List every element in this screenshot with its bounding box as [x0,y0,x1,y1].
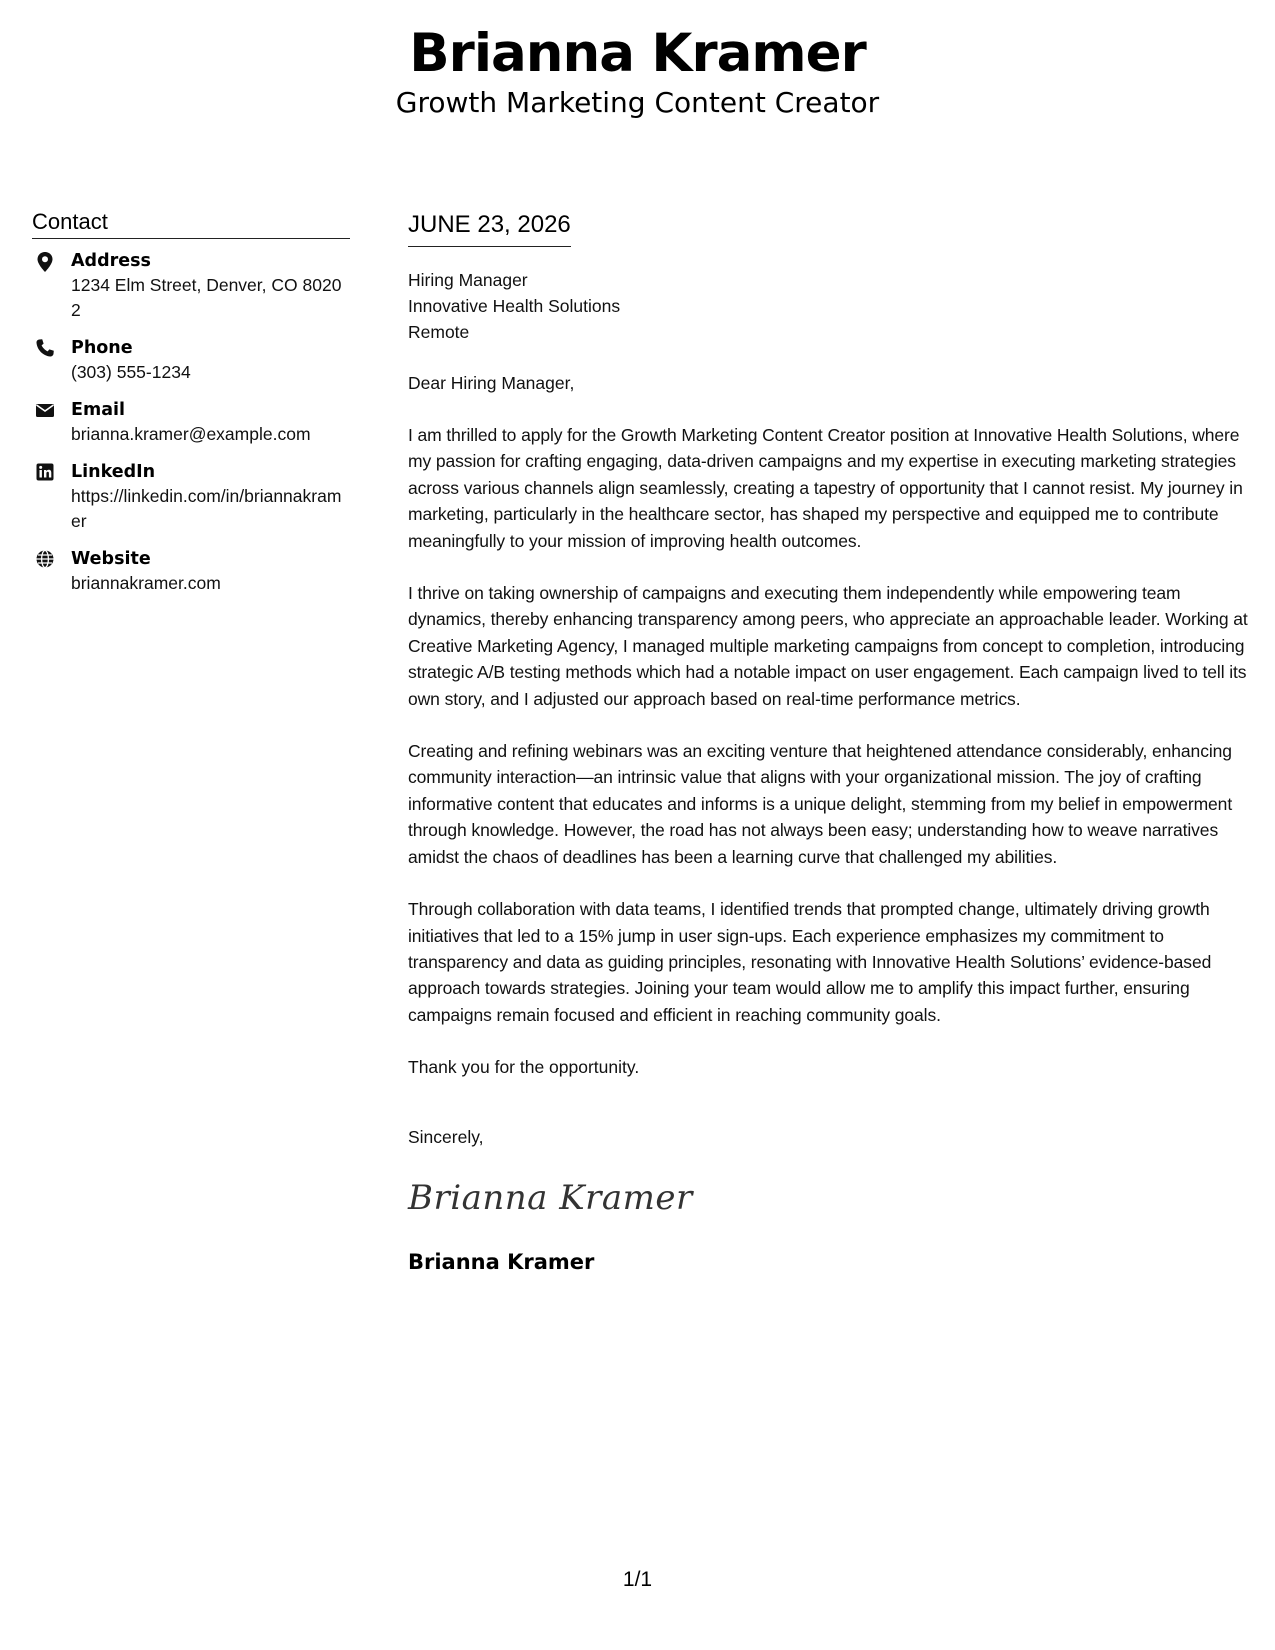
contact-value-email[interactable]: brianna.kramer@example.com [71,424,311,444]
salutation: Dear Hiring Manager, [408,373,575,393]
contact-value-linkedin[interactable]: https://linkedin.com/in/briannakramer [71,486,342,531]
contact-value-address: 1234 Elm Street, Denver, CO 80202 [71,275,342,320]
contact-sidebar [32,208,350,609]
cover-letter [408,210,1248,1276]
contact-item-linkedin [32,460,350,534]
contact-label-phone: Phone [71,338,133,358]
contact-list [32,249,350,596]
closing: Sincerely, [408,1127,484,1148]
contact-label-address: Address [71,251,151,271]
contact-label-website: Website [71,549,151,569]
body-paragraph: I thrive on taking ownership of campaigns and executing them independently while empowering team dynamics, thereby enhancing transparency among peers, who appreciate an approachable leader. Working at Creative Marketing Agency, I managed multiple marketing campaigns from concept to completion, introducing strategic A/B testing methods which had a notable impact on user engagement. Each campaign lived to tell its own story, and I adjusted our approach based on real-time performance metrics. [408,583,1248,709]
contact-item-phone [32,336,350,385]
contact-label-linkedin: LinkedIn [71,462,156,482]
body-paragraph: I am thrilled to apply for the Growth Marketing Content Creator position at Innovative Health Solutions, where my passion for crafting engaging, data-driven campaigns and my expertise in executing marketing strategies across various channels align seamlessly, creating a tapestry of opportunity that I cannot resist. My journey in marketing, particularly in the healthcare sector, has shaped my perspective and equipped me to contribute meaningfully to your mission of improving health outcomes. [408,425,1243,551]
recipient-company: Innovative Health Solutions [408,296,621,316]
applicant-role: Growth Marketing Content Creator [395,86,880,119]
body-paragraph: Through collaboration with data teams, I identified trends that prompted change, ultimately driving growth initiatives that led to a 15% jump in user sign-ups. Each experience emphasizes my commitment to transparency and data as guiding principles, resonating with Innovative Health Solutions’ evidence-based approach towards strategies. Joining your team would allow me to amplify this impact further, ensuring campaigns remain focused and efficient in reaching community goals. [408,899,1212,1025]
recipient-block [408,267,1248,345]
contact-label-email: Email [71,400,125,420]
applicant-name: Brianna Kramer [409,23,866,84]
phone-icon [35,338,55,358]
letter-date: JUNE 23, 2026 [408,210,571,247]
page-number: 1/1 [622,1568,653,1591]
contact-item-email [32,398,350,447]
globe-icon [35,549,55,569]
contact-heading: Contact [32,208,350,239]
linkedin-icon [35,462,55,482]
signed-name: Brianna Kramer [408,1250,595,1275]
envelope-icon [35,400,55,420]
map-pin-icon [35,251,55,271]
body-paragraph: Creating and refining webinars was an exciting venture that heightened attendance considerably, enhancing community interaction—an intrinsic value that aligns with your organizational mission. The joy of crafting informative content that educates and informs is a unique delight, stemming from my belief in empowerment through knowledge. However, the road has not always been easy; understanding how to weave narratives amidst the chaos of deadlines has been a learning curve that challenged my abilities. [408,741,1233,867]
contact-item-website [32,547,350,596]
handwritten-signature: Brianna Kramer [408,1178,693,1219]
contact-value-phone: (303) 555-1234 [71,362,191,382]
resume-header [0,22,1275,120]
recipient-title: Hiring Manager [408,270,528,290]
contact-item-address [32,249,350,323]
recipient-location: Remote [408,322,470,342]
contact-value-website[interactable]: briannakramer.com [71,573,221,593]
thank-you-line: Thank you for the opportunity. [408,1057,640,1078]
